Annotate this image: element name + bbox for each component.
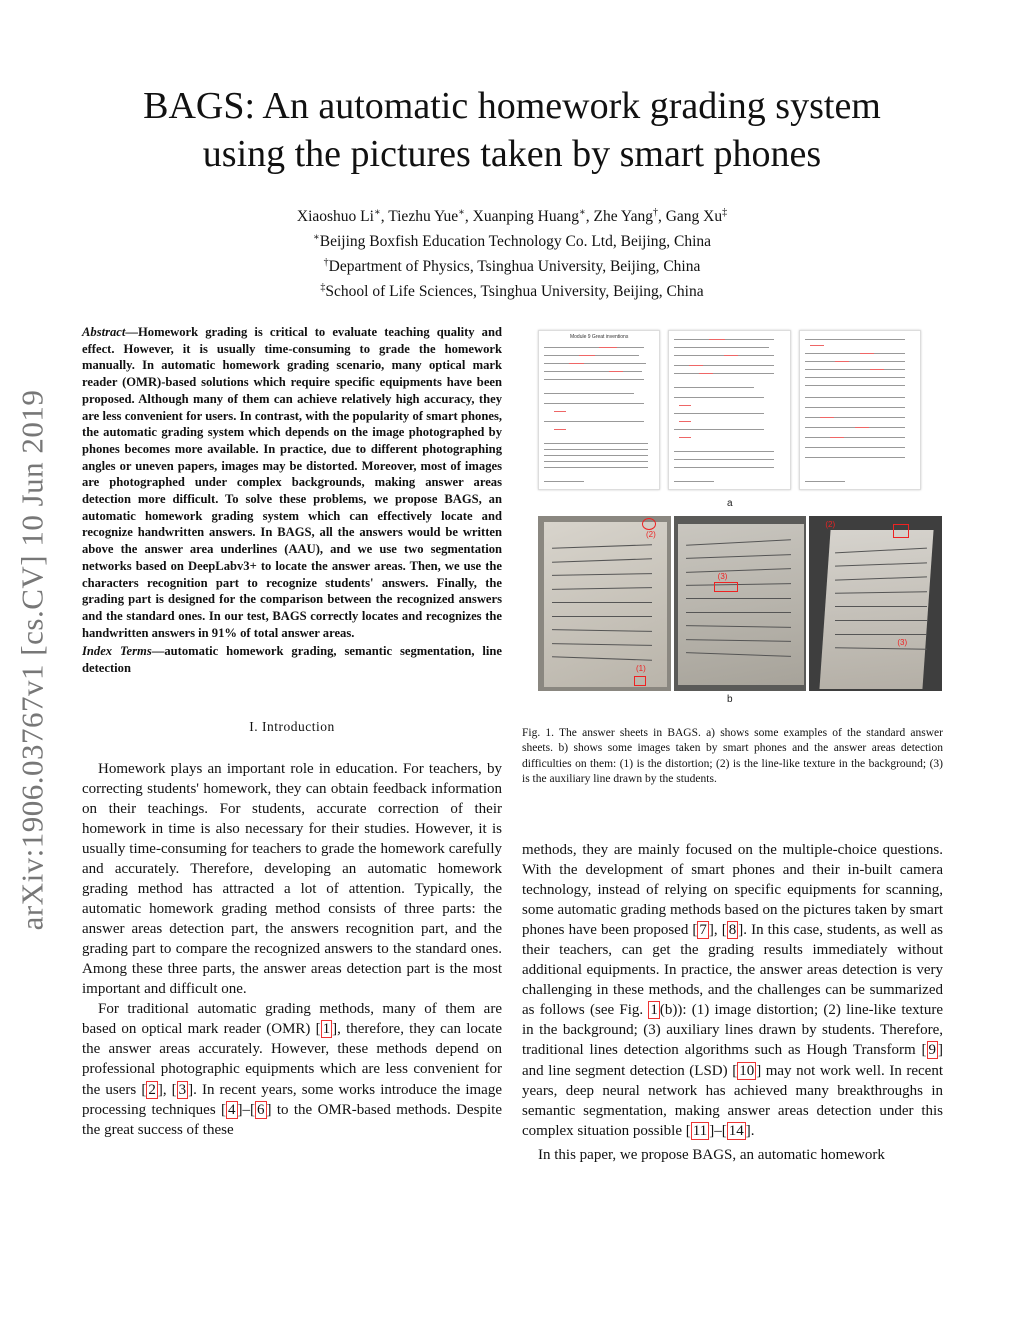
abstract-text: —Homework grading is critical to evaluate teaching quality and effect. However, it is usually time-consuming to grade the homework manually. In automatic homework grading scenario, many optical mark reader (OMR)-based solutions which require specific equipments have been proposed. Although many of them can achieve relatively high accuracy, they are less convenient for users. In contrast, with the popularity of smart phones, the automatic grading system which depends on the image photographed by phones becomes more available. In practice, due to different photographing angles or uneven papers, images may be distorted. Moreover, most of images are photographed under complex backgrounds, making answer areas detection more difficult. To solve these problems, we propose BAGS, an automatic homework grading system which can effectively locate and recognize handwritten answers. In BAGS, all the answers would be written above the answer area underlines (AAU), and we use two segmentation networks based on DeepLabv3+ to locate the answer areas. Then, we use the characters recognition part to recognize students' answers. Finally, the grading part is designed for the comparison between the recognized answers and the standard ones. In our test, BAGS correctly locates and recognizes the handwritten answers in 91% of total answer areas. <box>82 325 502 640</box>
citation-link[interactable]: 1 <box>322 1021 331 1038</box>
annotation-tag-2: (2) <box>646 530 656 539</box>
author-block <box>60 202 964 303</box>
index-terms-label: Index Terms <box>82 644 152 659</box>
citation-link[interactable]: 14 <box>728 1122 744 1139</box>
intro-paragraph-4: In this paper, we propose BAGS, an automatic homework <box>538 1146 885 1163</box>
figure-1a-answer-sheets <box>538 330 921 490</box>
title-line-1: BAGS: An automatic homework grading system <box>143 85 881 127</box>
figure-caption: Fig. 1. The answer sheets in BAGS. a) shows some examples of the standard answer sheets. b) shows some images taken by smart phones and the answer areas detection difficulties on them: (1) is the distortion; (2) is the line-like texture in the background; (3) is the auxiliary line drawn by the students. <box>522 727 943 786</box>
annotation-tag-2: (2) <box>825 520 836 529</box>
citation-link[interactable]: 10 <box>739 1062 755 1079</box>
figure-1b-phone-photos <box>538 516 942 691</box>
affiliation-3: ‡School of Life Sciences, Tsinghua University, Beijing, China <box>320 282 704 301</box>
phone-photo-2 <box>674 516 807 691</box>
answer-sheet-1 <box>538 330 660 490</box>
figure-label-a: a <box>727 498 733 509</box>
intro-body-left <box>82 759 502 1140</box>
right-column <box>522 840 943 1165</box>
author-names: Xiaoshuo Li∗, Tiezhu Yue∗, Xuanping Huang∗, Zhe Yang†, Gang Xu‡ <box>296 207 728 226</box>
citation-link[interactable]: 6 <box>257 1101 265 1118</box>
citation-link[interactable]: 11 <box>692 1122 708 1139</box>
annotation-tag-3: (3) <box>897 638 908 647</box>
affiliation-2: †Department of Physics, Tsinghua University, Beijing, China <box>323 257 701 276</box>
section-heading: I. Introduction <box>249 718 335 734</box>
arxiv-id: arXiv:1906.03767v1 [cs.CV] 10 Jun 2019 <box>14 389 50 931</box>
arxiv-stamp <box>8 350 56 970</box>
answer-sheet-3 <box>799 330 921 490</box>
annotation-tag-3: (3) <box>717 572 728 581</box>
left-column <box>82 324 502 1140</box>
figure-label-b: b <box>727 694 733 705</box>
intro-paragraph-2: For traditional automatic grading methods, many of them are based on optical mark reader (OMR) [ 1 ], therefore, they can locate the answer areas accurately. However, these methods depend on professional photographic equipments which are less convenient for the users [ 2 ], [ 3 ]. In recent years, some works introduce the image processing techniques [ 4 ]–[ 6 ] to the OMR-based methods. Despite the great success of these <box>82 1001 502 1138</box>
index-terms-text: —automatic homework grading, semantic segmentation, line detection <box>82 644 502 676</box>
intro-paragraph-1: Homework plays an important role in education. For teachers, by correcting students' homework, they can obtain feedback information on their teachings. For students, accurate correction of their homework in time is also necessary for their studies. However, it is usually time-consuming for teachers to grade the homework carefully and accurately. Therefore, developing an automatic homework grading method has attracted a lot of attention. Typically, the automatic homework grading method consists of three parts: the answer areas detection part, the answers recognition part, and the grading part to compare the recognized answers to the standard ones. Among these three parts, the answer areas detection part is the most important and difficult one. <box>82 760 502 998</box>
citation-link[interactable]: 3 <box>178 1081 187 1098</box>
affiliation-1: ∗Beijing Boxfish Education Technology Co. Ltd, Beijing, China <box>312 232 712 251</box>
phone-photo-1 <box>538 516 671 691</box>
citation-link[interactable]: 9 <box>928 1042 936 1059</box>
citation-link[interactable]: 7 <box>699 922 707 939</box>
figure-reference-link[interactable]: 1 <box>650 1002 658 1019</box>
abstract-label: Abstract <box>82 325 126 339</box>
answer-sheet-2 <box>668 330 790 490</box>
abstract <box>82 324 502 641</box>
citation-link[interactable]: 4 <box>228 1101 236 1118</box>
title-line-2: using the pictures taken by smart phones <box>202 133 822 175</box>
phone-photo-3 <box>809 516 942 691</box>
index-terms <box>82 643 502 676</box>
annotation-tag-1: (1) <box>636 664 646 673</box>
citation-link[interactable]: 2 <box>148 1081 156 1098</box>
citation-link[interactable]: 8 <box>728 922 737 939</box>
intro-paragraph-3: methods, they are mainly focused on the multiple-choice questions. With the development of smart phones and their in-built camera technology, instead of relying on specific equipments for scanning, some automatic grading methods based on the pictures taken by smart phones have been proposed [ 7 ], [ 8 ]. In this case, students, as well as their teachers, can get the grading results immediately without additional equipments. In practice, the answer areas detection is very challenging in these methods, and the challenges can be summarized as follows (see Fig. 1 (b)): (1) image distortion; (2) line-like texture in the background; (3) auxiliary lines drawn by students. Therefore, traditional lines detection algorithms such as Hough Transform [ 9 ] and line segment detection (LSD) [ 10 ] may not work well. In recent years, deep neural network has achieved many breakthroughs in semantic segmentation, making answer areas detection under this complex situation possible [ 11 ]–[ 14 ]. <box>522 842 943 1139</box>
paper-title <box>60 82 964 178</box>
answer-sheet-title: Module 9 Great inventions <box>569 334 629 340</box>
